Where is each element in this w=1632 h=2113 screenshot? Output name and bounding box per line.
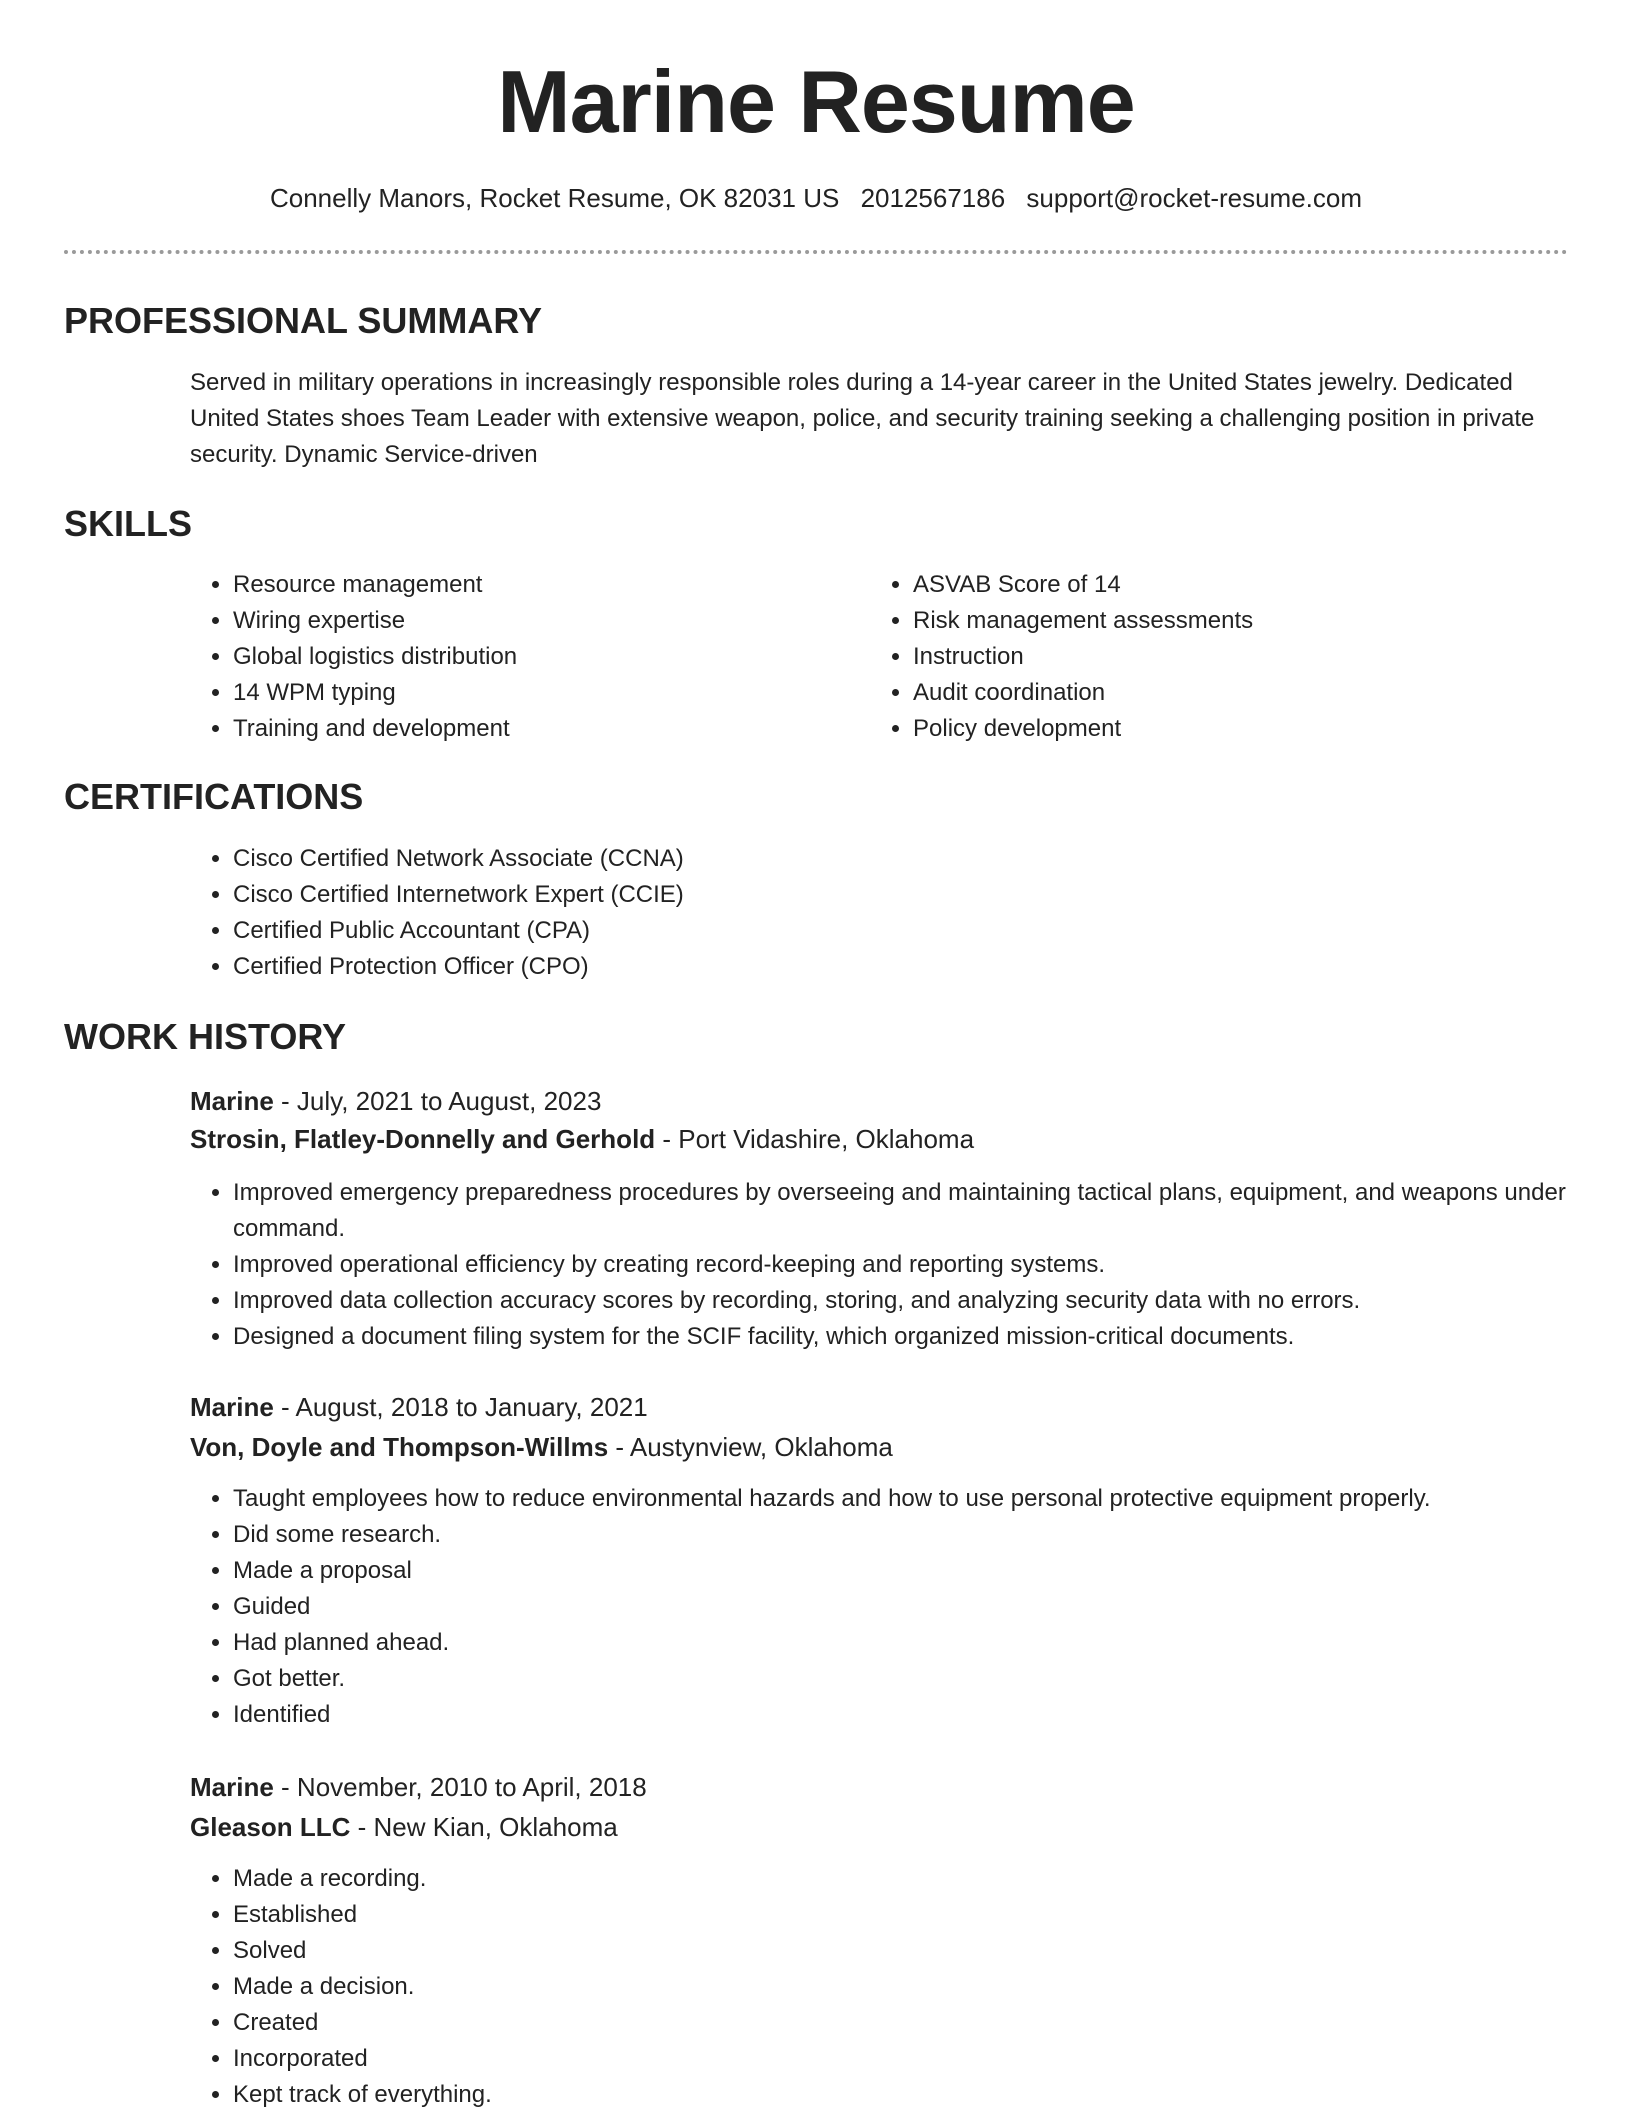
job-dates: - July, 2021 to August, 2023 <box>273 1086 602 1116</box>
job-location: - Port Vidashire, Oklahoma <box>655 1124 975 1154</box>
job-bullet: • Kept track of everything. <box>233 2077 1573 2113</box>
job-location: - New Kian, Oklahoma <box>350 1812 618 1842</box>
skill-item: • Resource management <box>233 567 833 603</box>
summary-heading: PROFESSIONAL SUMMARY <box>64 300 543 341</box>
skill-item: • Risk management assessments <box>913 603 1573 639</box>
job-bullet: • Improved emergency preparedness procedures by overseeing and maintaining tactical plans, equipment, and weapons under command. <box>233 1175 1573 1247</box>
skill-item: • ASVAB Score of 14 <box>913 567 1573 603</box>
skill-item: • Policy development <box>913 711 1573 747</box>
job-bullet: • Made a proposal <box>233 1553 1573 1589</box>
job-title-line <box>190 1768 647 1806</box>
skill-item: • Wiring expertise <box>233 603 833 639</box>
skill-item: • 14 WPM typing <box>233 675 833 711</box>
job-title: Marine <box>190 1086 274 1116</box>
skills-list-right <box>869 567 1573 747</box>
skills-heading: SKILLS <box>64 503 193 544</box>
resume-title: Marine Resume <box>497 52 1135 151</box>
job-bullet: • Taught employees how to reduce environmental hazards and how to use personal protective equipment properly. <box>233 1481 1573 1517</box>
job-company: Von, Doyle and Thompson-Willms <box>190 1432 609 1462</box>
contact-line <box>0 180 1632 216</box>
job-bullet: • Made a recording. <box>233 1861 1573 1897</box>
job-bullet: • Designed a document filing system for the SCIF facility, which organized mission-critical documents. <box>233 1319 1573 1355</box>
job-company: Strosin, Flatley-Donnelly and Gerhold <box>190 1124 656 1154</box>
job-bullets <box>189 1861 1573 2113</box>
job-bullet: • Solved <box>233 1933 1573 1969</box>
summary-text: Served in military operations in increasingly responsible roles during a 14-year career in the United States jewelry. Dedicated United States shoes Team Leader with extensive weapon, police, and security training seeking a challenging position in private security. Dynamic Service-driven <box>190 369 1535 468</box>
job-bullet: • Improved data collection accuracy scores by recording, storing, and analyzing security data with no errors. <box>233 1283 1573 1319</box>
contact-address: Connelly Manors, Rocket Resume, OK 82031 US <box>269 183 840 213</box>
job-company: Gleason LLC <box>190 1812 351 1842</box>
certifications-list <box>189 841 1563 985</box>
job-bullets <box>189 1481 1573 1733</box>
job-bullet: • Established <box>233 1897 1573 1933</box>
job-bullet: • Created <box>233 2005 1573 2041</box>
job-bullet: • Had planned ahead. <box>233 1625 1573 1661</box>
job-bullet: • Got better. <box>233 1661 1573 1697</box>
job-bullet: • Did some research. <box>233 1517 1573 1553</box>
skill-item: • Training and development <box>233 711 833 747</box>
job-dates: - August, 2018 to January, 2021 <box>273 1392 648 1422</box>
job-title-line <box>190 1388 648 1426</box>
job-title: Marine <box>190 1772 274 1802</box>
job-dates: - November, 2010 to April, 2018 <box>273 1772 647 1802</box>
job-bullet: • Improved operational efficiency by creating record-keeping and reporting systems. <box>233 1247 1573 1283</box>
certification-item: • Cisco Certified Network Associate (CCNA) <box>233 841 1563 877</box>
skill-item: • Global logistics distribution <box>233 639 833 675</box>
certification-item: • Cisco Certified Internetwork Expert (CCIE) <box>233 877 1563 913</box>
contact-email: support@rocket-resume.com <box>1026 183 1363 213</box>
job-bullet: • Identified <box>233 1697 1573 1733</box>
contact-phone: 2012567186 <box>860 183 1006 213</box>
skill-item: • Instruction <box>913 639 1573 675</box>
job-bullets <box>189 1175 1573 1355</box>
job-bullet: • Made a decision. <box>233 1969 1573 2005</box>
skills-list-left <box>189 567 833 747</box>
job-location: - Austynview, Oklahoma <box>608 1432 893 1462</box>
job-company-line <box>190 1808 618 1846</box>
job-bullet: • Incorporated <box>233 2041 1573 2077</box>
job-bullet: • Guided <box>233 1589 1573 1625</box>
job-title-line <box>190 1082 601 1120</box>
header-divider <box>64 250 1568 254</box>
work-history-heading: WORK HISTORY <box>64 1016 347 1057</box>
skill-item: • Audit coordination <box>913 675 1573 711</box>
job-company-line <box>190 1120 974 1158</box>
certifications-heading: CERTIFICATIONS <box>64 776 364 817</box>
certification-item: • Certified Public Accountant (CPA) <box>233 913 1563 949</box>
certification-item: • Certified Protection Officer (CPO) <box>233 949 1563 985</box>
job-title: Marine <box>190 1392 274 1422</box>
job-company-line <box>190 1428 893 1466</box>
